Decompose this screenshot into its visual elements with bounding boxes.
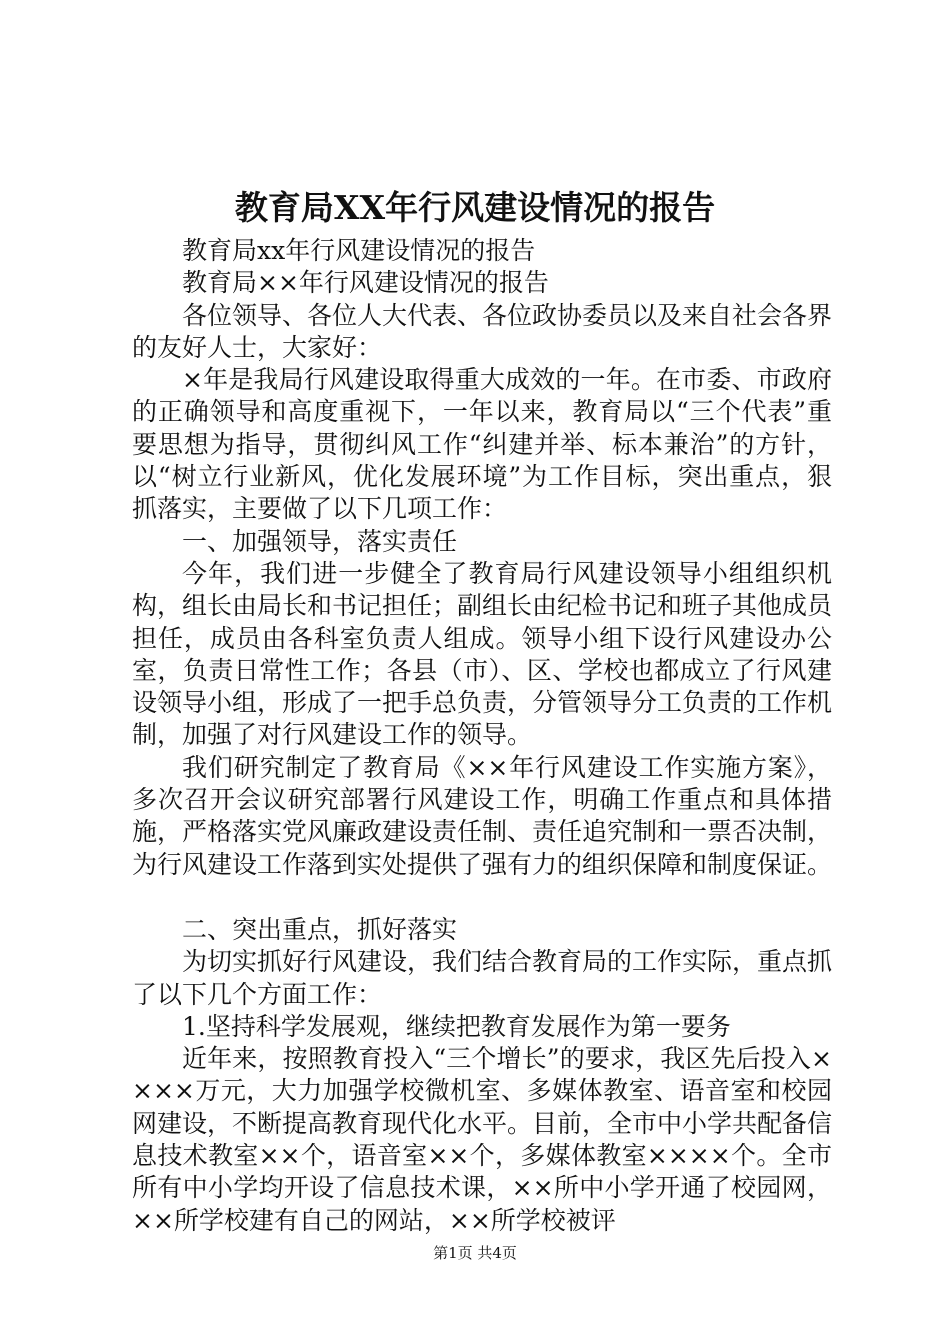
paragraph-plan: 我们研究制定了教育局《××年行风建设工作实施方案》，多次召开会议研究部署行风建设工作，明确工作重点和具体措施，严格落实党风廉政建设责任制、责任追究制和一票否决制，为行风建设工作落到实处提供了强有力的组织保障和制度保证。 [132, 752, 833, 879]
paragraph-leadership: 今年，我们进一步健全了教育局行风建设领导小组组织机构，组长由局长和书记担任；副组长由纪检书记和班子其他成员担任，成员由各科室负责人组成。领导小组下设行风建设办公室，负责日常性工作；各县（市）、区、学校也都成立了行风建设领导小组，形成了一把手总负责，分管领导分工负责的工作机制，加强了对行风建设工作的领导。 [132, 558, 833, 750]
document-body [132, 235, 832, 1237]
paragraph-focus: 为切实抓好行风建设，我们结合教育局的工作实际，重点抓了以下几个方面工作： [132, 947, 833, 1009]
paragraph-subtitle-1: 教育局xx年行风建设情况的报告 [182, 236, 536, 265]
paragraph-subtitle-2: 教育局××年行风建设情况的报告 [182, 268, 549, 298]
section-heading-1: 一、加强领导，落实责任 [182, 526, 458, 556]
subsection-heading-1: 1.坚持科学发展观，继续把教育发展作为第一要务 [182, 1011, 731, 1041]
document-title: 教育局XX年行风建设情况的报告 [234, 188, 716, 227]
paragraph-greeting: 各位领导、各位人大代表、各位政协委员以及来自社会各界的友好人士，大家好： [132, 300, 833, 362]
paragraph-intro: ×年是我局行风建设取得重大成效的一年。在市委、市政府的正确领导和高度重视下，一年以来，教育局以“三个代表”重要思想为指导，贯彻纠风工作“纠建并举、标本兼治”的方针，以“树立行业新风，优化发展环境”为工作目标，突出重点，狠抓落实，主要做了以下几项工作： [132, 365, 832, 524]
page-number-footer: 第1页 共4页 [433, 1244, 517, 1262]
paragraph-investment: 近年来，按照教育投入“三个增长”的要求，我区先后投入××××万元，大力加强学校微机室、多媒体教室、语音室和校园网建设，不断提高教育现代化水平。目前，全市中小学共配备信息技术教室××个，语音室××个，多媒体教室××××个。全市所有中小学均开设了信息技术课，××所中小学开通了校园网，××所学校建有自己的网站，××所学校被评 [132, 1044, 833, 1235]
section-heading-2: 二、突出重点，抓好落实 [182, 914, 458, 944]
